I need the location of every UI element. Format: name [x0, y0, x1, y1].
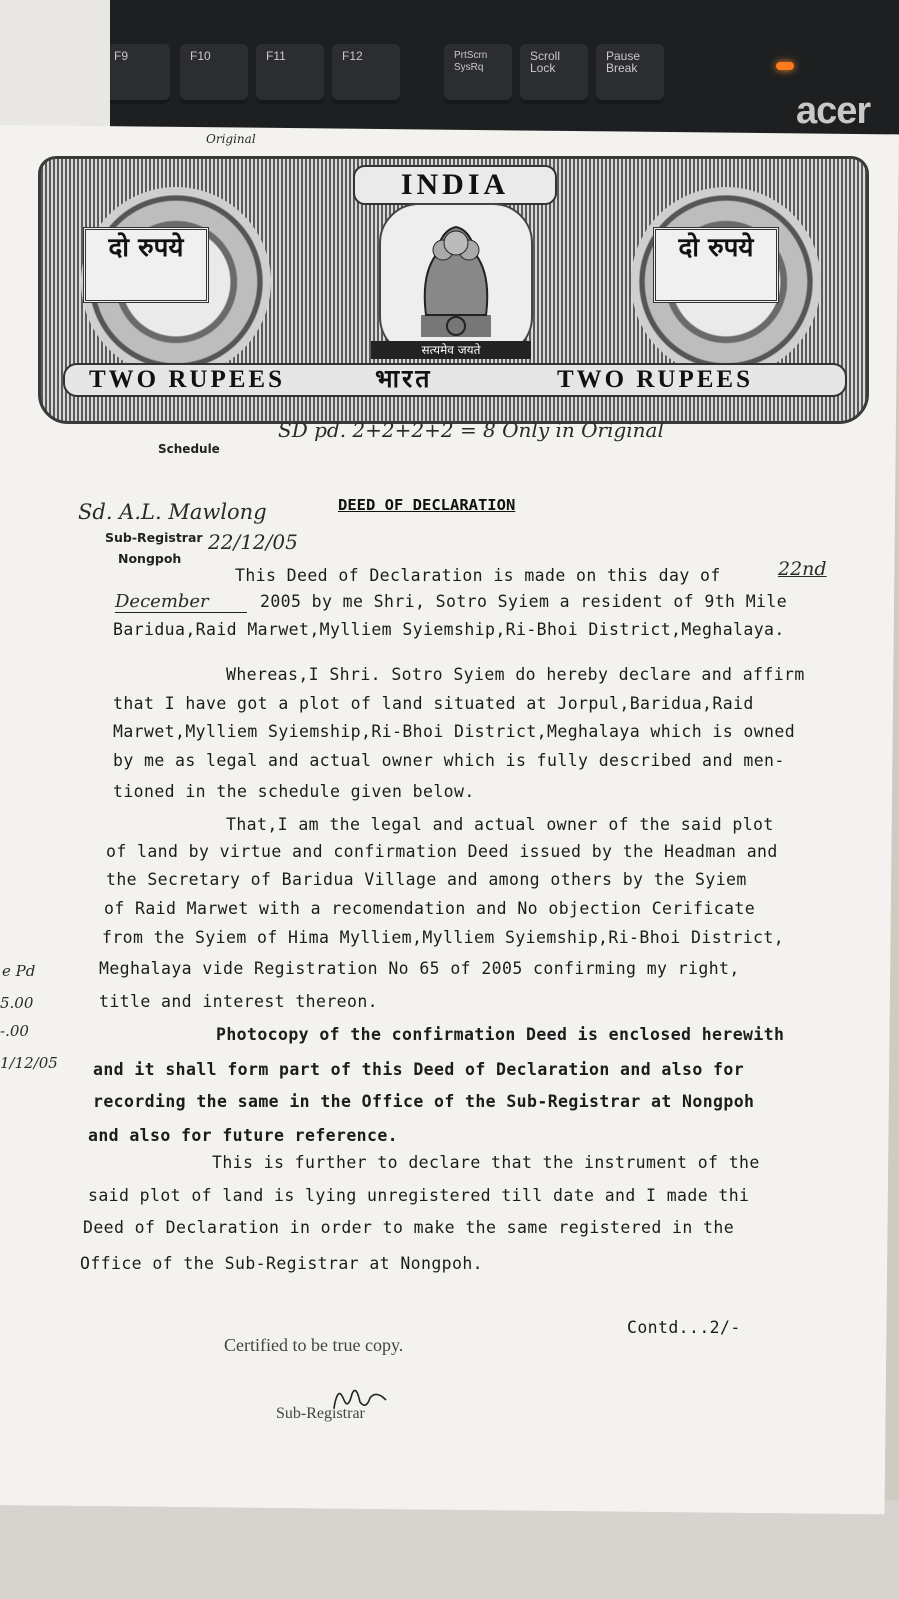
- stamp-title: INDIA: [353, 165, 557, 205]
- key-pause-break: Pause Break: [596, 44, 664, 104]
- para4-line4: and also for future reference.: [88, 1126, 399, 1145]
- para3-line2: of land by virtue and confirmation Deed issued by the Headman and: [106, 842, 778, 861]
- sub-registrar-label: Sub-Registrar: [105, 530, 203, 545]
- para4-line3: recording the same in the Office of the Sub-Registrar at Nongpoh: [93, 1092, 755, 1111]
- desk-surface: [0, 1500, 899, 1599]
- stamp-value-left: दो रुपये: [83, 227, 209, 303]
- sub-registrar-stamp: Sub-Registrar: [276, 1405, 365, 1422]
- stamp-denomination-band: [63, 363, 847, 397]
- handwritten-month: December: [115, 591, 247, 613]
- stamp-value-right: दो रुपये: [653, 227, 779, 303]
- schedule-label: Schedule: [158, 442, 220, 456]
- para2-line4: by me as legal and actual owner which is fully described and men-: [113, 751, 785, 770]
- key-f9: F9: [104, 44, 170, 104]
- handwritten-original-top: Original: [206, 132, 256, 146]
- stamp-duty-note: SD pd. 2+2+2+2 = 8 Only in Original: [278, 418, 664, 442]
- para5-line2: said plot of land is lying unregistered till date and I made thi: [88, 1186, 750, 1205]
- para3-line6: Meghalaya vide Registration No 65 of 2005 confirming my right,: [99, 959, 740, 978]
- para1-line1: This Deed of Declaration is made on this day of: [235, 566, 721, 585]
- key-prtscrn: PrtScrn SysRq: [444, 44, 512, 104]
- para3-line3: the Secretary of Baridua Village and among others by the Syiem: [106, 870, 747, 889]
- para5-line4: Office of the Sub-Registrar at Nongpoh.: [80, 1254, 484, 1273]
- key-f11: F11: [256, 44, 324, 104]
- band-text-mid: भारत: [375, 366, 433, 393]
- para5-line3: Deed of Declaration in order to make the same registered in the: [83, 1218, 735, 1237]
- para4-line1: Photocopy of the confirmation Deed is enclosed herewith: [216, 1025, 785, 1044]
- para3-line4: of Raid Marwet with a recomendation and No objection Cerificate: [104, 899, 756, 918]
- margin-note-1: e Pd: [2, 962, 36, 980]
- band-text-left: TWO RUPEES: [89, 366, 286, 393]
- para3-line7: title and interest thereon.: [99, 992, 379, 1011]
- para2-line3: Marwet,Mylliem Syiemship,Ri-Bhoi District,Meghalaya which is owned: [113, 722, 796, 741]
- para5-line1: This is further to declare that the instrument of the: [212, 1153, 760, 1172]
- margin-note-4: 1/12/05: [0, 1054, 58, 1072]
- status-led: [776, 62, 794, 70]
- key-f10: F10: [180, 44, 248, 104]
- certified-true-copy-stamp: Certified to be true copy.: [224, 1335, 404, 1355]
- band-text-right: TWO RUPEES: [557, 366, 754, 393]
- continued-marker: Contd...2/-: [627, 1318, 741, 1337]
- stamp-paper-header: [38, 156, 869, 424]
- key-scroll-lock: Scroll Lock: [520, 44, 588, 104]
- place-label: Nongpoh: [118, 551, 182, 566]
- para2-line2: that I have got a plot of land situated at Jorpul,Baridua,Raid: [113, 694, 754, 713]
- acer-logo: acer: [796, 90, 871, 132]
- key-f12: F12: [332, 44, 400, 104]
- national-emblem-icon: [379, 203, 533, 357]
- para3-line1: That,I am the legal and actual owner of the said plot: [226, 815, 774, 834]
- margin-note-3: -.00: [0, 1022, 29, 1040]
- para2-line5: tioned in the schedule given below.: [113, 782, 475, 801]
- para3-line5: from the Syiem of Hima Mylliem,Mylliem Syiemship,Ri-Bhoi District,: [102, 928, 785, 947]
- para2-line1: Whereas,I Shri. Sotro Syiem do hereby declare and affirm: [226, 665, 805, 684]
- para1-line2: 2005 by me Shri, Sotro Syiem a resident of 9th Mile: [260, 592, 788, 611]
- para4-line2: and it shall form part of this Deed of Declaration and also for: [93, 1060, 745, 1079]
- official-signature: Sd. A.L. Mawlong: [78, 500, 267, 524]
- keyboard: [0, 0, 899, 135]
- margin-note-2: 5.00: [0, 994, 34, 1012]
- para1-line3: Baridua,Raid Marwet,Mylliem Syiemship,Ri-Bhoi District,Meghalaya.: [113, 620, 785, 639]
- sub-registrar-signature-icon: [330, 1380, 390, 1418]
- handwritten-date: 22/12/05: [208, 530, 298, 554]
- stamp-motto: सत्यमेव जयते: [371, 341, 531, 359]
- handwritten-day: 22nd: [778, 558, 827, 580]
- document-title: DEED OF DECLARATION: [338, 496, 516, 514]
